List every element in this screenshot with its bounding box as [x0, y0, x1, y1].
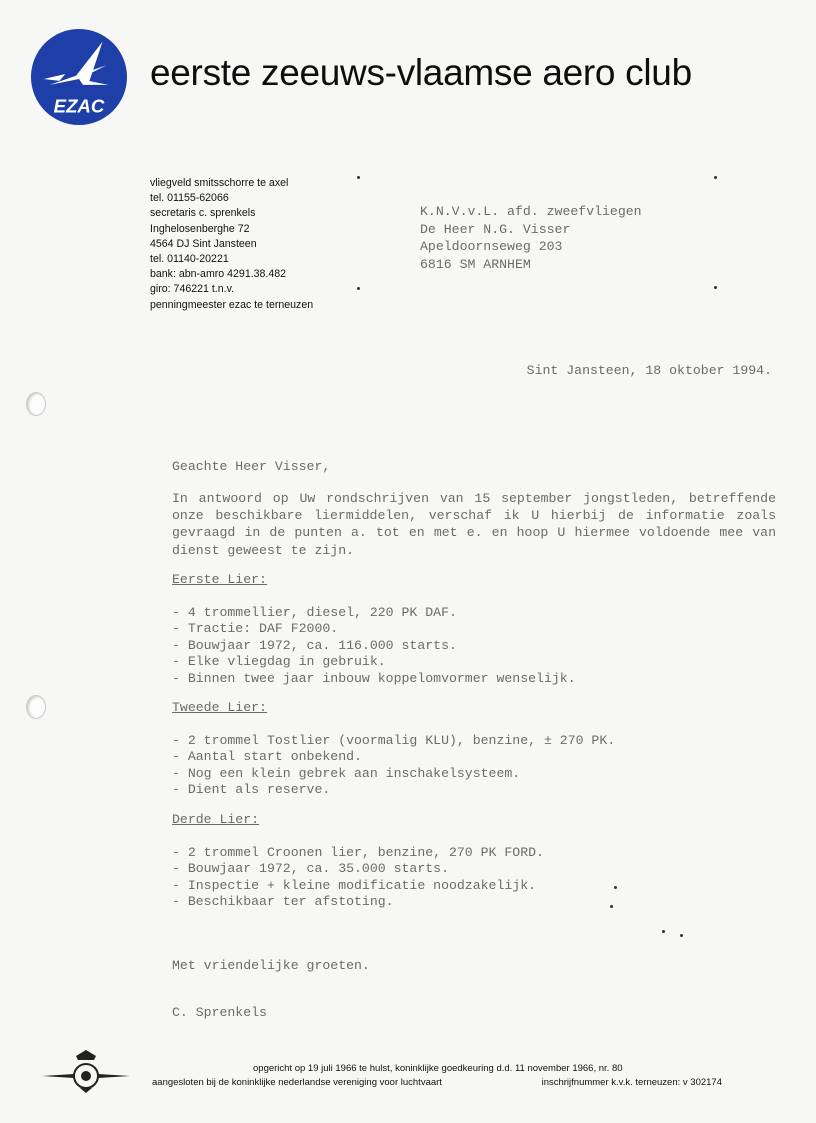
- list-item: - Beschikbaar ter afstoting.: [172, 894, 394, 909]
- ink-speck: [357, 287, 360, 290]
- ink-speck: [610, 905, 613, 908]
- ink-speck: [714, 176, 717, 179]
- section-tweede-lier: [172, 700, 615, 799]
- info-line: tel. 01155-62066: [150, 192, 229, 205]
- list-item: - 2 trommel Croonen lier, benzine, 270 PK FORD.: [172, 844, 544, 860]
- salutation: Geachte Heer Visser,: [172, 459, 331, 474]
- punch-hole: [26, 695, 46, 719]
- info-line: bank: abn-amro 4291.38.482: [150, 268, 287, 281]
- signature: C. Sprenkels: [172, 1005, 267, 1020]
- section-heading: Tweede Lier:: [172, 700, 267, 715]
- ink-speck: [662, 930, 665, 933]
- list-item: - Elke vliegdag in gebruik.: [172, 654, 386, 669]
- letter-date: Sint Jansteen, 18 oktober 1994.: [526, 363, 772, 378]
- closing: Met vriendelijke groeten.: [172, 958, 370, 973]
- info-line: penningmeester ezac te terneuzen: [150, 298, 314, 311]
- ink-speck: [614, 886, 617, 889]
- address-line: Apeldoornseweg 203: [420, 239, 563, 255]
- list-item: - Aantal start onbekend.: [172, 749, 362, 764]
- address-line: De Heer N.G. Visser: [420, 221, 571, 237]
- address-line: 6816 SM ARNHEM: [420, 256, 531, 272]
- list-item: - Inspectie + kleine modificatie noodzakelijk.: [172, 877, 537, 893]
- info-line: Inghelosenberghe 72: [150, 222, 250, 235]
- recipient-address: [420, 203, 642, 273]
- footer-founded: opgericht op 19 juli 1966 te hulst, koninklijke goedkeuring d.d. 11 november 1966, nr. 80: [253, 1063, 623, 1074]
- club-name: eerste zeeuws-vlaamse aero club: [150, 52, 692, 93]
- list-item: - 2 trommel Tostlier (voormalig KLU), benzine, ± 270 PK.: [172, 732, 616, 748]
- info-line: giro: 746221 t.n.v.: [150, 283, 235, 296]
- list-item: - Nog een klein gebrek aan inschakelsysteem.: [172, 765, 521, 781]
- list-item: - Bouwjaar 1972, ca. 116.000 starts.: [172, 637, 457, 653]
- section-heading: Derde Lier:: [172, 812, 260, 827]
- footer-affiliation: aangesloten bij de koninklijke nederlandse vereniging voor luchtvaart: [152, 1077, 442, 1088]
- intro-line: dienst geweest te zijn.: [172, 542, 355, 558]
- list-item: - Tractie: DAF F2000.: [172, 621, 339, 636]
- list-item: - 4 trommellier, diesel, 220 PK DAF.: [172, 604, 457, 620]
- section-derde-lier: [172, 812, 544, 911]
- intro-line: gevraagd in de punten a. tot en met e. en hoop U hiermee voldoende mee van: [172, 525, 776, 541]
- info-line: secretaris c. sprenkels: [150, 207, 256, 220]
- intro-paragraph: [172, 490, 776, 559]
- list-item: - Binnen twee jaar inbouw koppelomvormer wenselijk.: [172, 670, 576, 686]
- address-line: K.N.V.v.L. afd. zweefvliegen: [420, 204, 642, 219]
- info-line: tel. 01140-20221: [150, 253, 229, 266]
- list-item: - Dient als reserve.: [172, 782, 331, 797]
- ezac-logo: [30, 28, 128, 126]
- logo-text: EZAC: [53, 95, 105, 117]
- club-contact-info: [150, 176, 313, 313]
- info-line: vliegveld smitsschorre te axel: [150, 177, 289, 189]
- list-item: - Bouwjaar 1972, ca. 35.000 starts.: [172, 861, 449, 876]
- section-heading: Eerste Lier:: [172, 572, 267, 587]
- intro-line: onze beschikbare liermiddelen, verschaf ik U hierbij de informatie zoals: [172, 508, 776, 524]
- ink-speck: [357, 176, 360, 179]
- knvvl-emblem-icon: [40, 1046, 132, 1094]
- ink-speck: [680, 934, 683, 937]
- footer-registration: inschrijfnummer k.v.k. terneuzen: v 302174: [541, 1077, 722, 1088]
- punch-hole: [26, 392, 46, 416]
- ink-speck: [714, 286, 717, 289]
- intro-line: In antwoord op Uw rondschrijven van 15 september jongstleden, betreffende: [172, 491, 776, 506]
- info-line: 4564 DJ Sint Jansteen: [150, 237, 257, 250]
- section-eerste-lier: [172, 572, 576, 687]
